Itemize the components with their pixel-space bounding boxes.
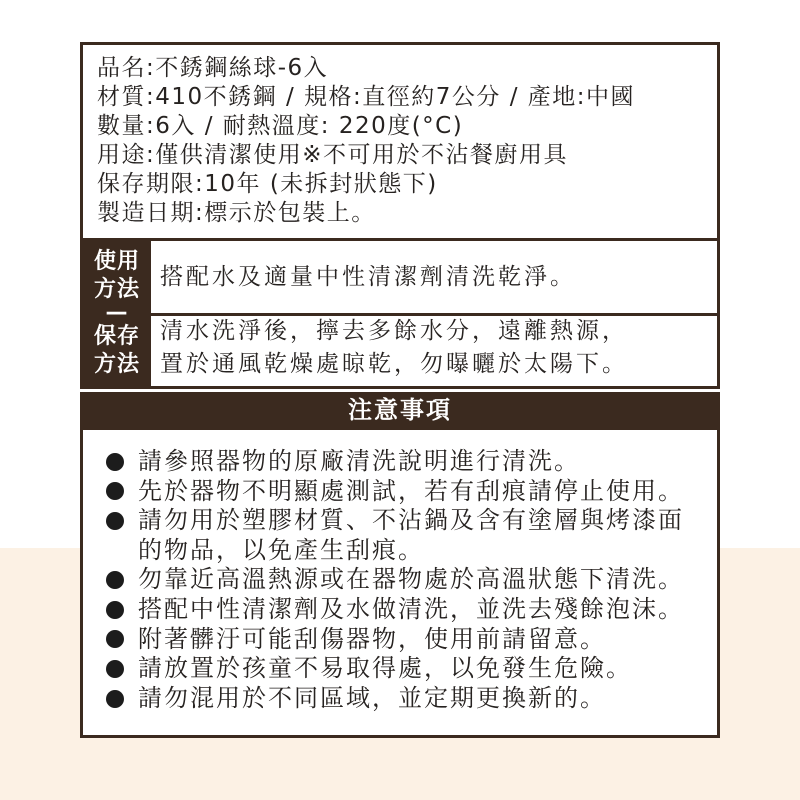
storage-text-line-1: 清水洗淨後，擰去多餘水分，遠離熱源， [160,318,628,344]
material-spec-line: 材質:410不銹鋼 / 規格:直徑約7公分 / 產地:中國 [97,84,636,110]
notice-text: 請勿用於塑膠材質、不沾鍋及含有塗層與烤漆面 [138,506,684,535]
quantity-heat-line: 數量:6入 / 耐熱溫度: 220度(°C) [97,113,464,139]
storage-label-2: 方法 [93,352,140,377]
notice-text: 先於器物不明顯處測試，若有刮痕請停止使用。 [138,476,684,505]
notice-list [105,447,717,713]
notice-item [105,654,717,684]
usage-row [151,241,717,313]
notice-text: 附著髒汙可能刮傷器物，使用前請留意。 [138,624,606,653]
notice-text: 請勿混用於不同區域，並定期更換新的。 [138,683,606,712]
notice-item [105,595,717,625]
notice-text: 請參照器物的原廠清洗說明進行清洗。 [138,447,580,475]
notice-item [105,447,717,477]
notice-item [105,565,717,595]
shelf-life-line: 保存期限:10年 (未拆封狀態下) [97,171,438,197]
bullet-dot-icon [106,660,124,678]
notice-item [105,684,717,714]
manufacture-date-line: 製造日期:標示於包裝上。 [97,200,376,226]
notice-item [105,625,717,655]
notice-item [105,506,717,565]
usage-label-column [83,241,151,386]
bullet-dot-icon [106,453,124,471]
notice-text: 勿靠近高溫熱源或在器物處於高溫狀態下清洗。 [138,565,684,594]
bullet-dot-icon [106,601,124,619]
storage-row [151,316,717,386]
notice-text-continued: 的物品，以免產生刮痕。 [138,535,424,564]
storage-text-line-2: 置於通風乾燥處晾乾，勿曝曬於太陽下。 [160,351,628,377]
notice-item [105,477,717,507]
usage-label-1: 使用 [93,249,140,274]
product-name-line: 品名:不銹鋼絲球-6入 [97,55,329,81]
label-divider-dash: — [105,300,129,325]
usage-label-2: 方法 [93,277,140,302]
product-info-box [80,42,720,241]
notice-title: 注意事項 [80,392,720,429]
bullet-dot-icon [106,512,124,530]
bullet-dot-icon [106,690,124,708]
notice-text: 請放置於孩童不易取得處，以免發生危險。 [138,654,632,683]
purpose-line: 用途:僅供清潔使用※不可用於不沾餐廚用具 [97,142,569,168]
notice-text: 搭配中性清潔劑及水做清洗，並洗去殘餘泡沫。 [138,594,684,623]
storage-label-1: 保存 [93,324,140,349]
usage-storage-box [80,238,720,389]
usage-text: 搭配水及適量中性清潔劑清洗乾淨。 [160,264,576,290]
